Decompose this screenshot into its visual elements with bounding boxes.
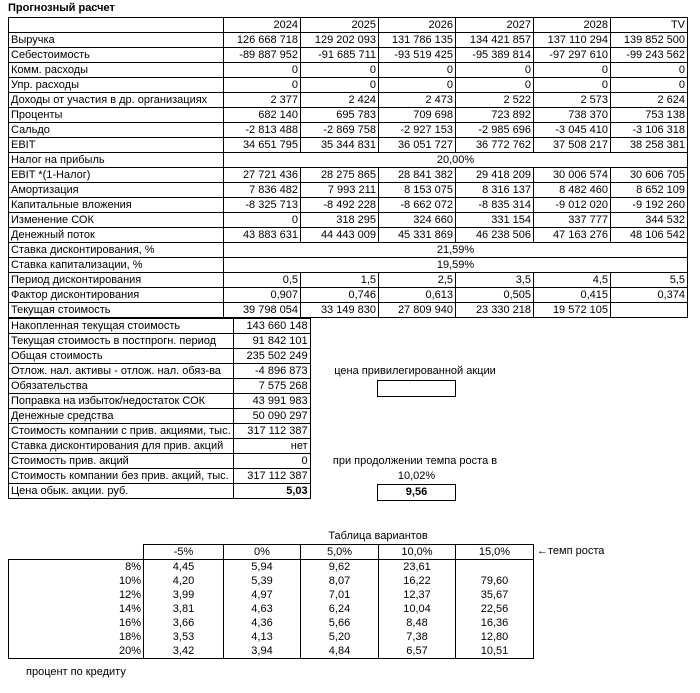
row-label: Обязательства xyxy=(9,379,234,394)
value-cell[interactable]: 30 606 705 xyxy=(611,168,688,183)
valuation-table xyxy=(8,318,311,499)
table-row xyxy=(9,454,311,469)
value-cell[interactable]: 709 698 xyxy=(379,108,456,123)
value-cell[interactable]: 134 421 857 xyxy=(456,33,534,48)
value-cell[interactable]: 46 238 506 xyxy=(456,228,534,243)
value-cell[interactable]: 48 106 542 xyxy=(611,228,688,243)
value-cell[interactable]: 331 154 xyxy=(456,213,534,228)
table-row xyxy=(9,616,534,630)
loan-rate-label: 8% xyxy=(9,560,144,575)
table-row xyxy=(9,303,688,318)
growth-rate-header: 10,0% xyxy=(379,545,456,560)
table-row xyxy=(9,228,688,243)
value-cell[interactable]: 33 149 830 xyxy=(301,303,379,318)
value-cell[interactable]: 0 xyxy=(534,78,611,93)
header-blank-cell xyxy=(9,18,224,33)
year-header-2025: 2025 xyxy=(301,18,379,33)
variant-value-cell[interactable]: 4,45 xyxy=(144,560,224,575)
value-cell[interactable]: 28 275 865 xyxy=(301,168,379,183)
value-cell[interactable]: 47 163 276 xyxy=(534,228,611,243)
growth-rate-header: -5% xyxy=(144,545,224,560)
table-row xyxy=(9,379,311,394)
row-label: Накопленная текущая стоимость xyxy=(9,319,234,334)
value-cell[interactable]: 35 344 831 xyxy=(301,138,379,153)
year-header-2024: 2024 xyxy=(224,18,301,33)
year-header-TV: TV xyxy=(611,18,688,33)
value-cell[interactable]: 2 573 xyxy=(534,93,611,108)
value-cell[interactable]: 2,5 xyxy=(379,273,456,288)
value-cell[interactable]: 0 xyxy=(301,78,379,93)
variant-value-cell[interactable]: 5,39 xyxy=(224,574,301,588)
variant-value-cell[interactable]: 4,63 xyxy=(224,602,301,616)
value-cell[interactable]: 235 502 249 xyxy=(233,349,310,364)
value-cell[interactable]: 27 809 940 xyxy=(379,303,456,318)
value-cell[interactable]: -2 813 488 xyxy=(224,123,301,138)
variant-value-cell[interactable]: 3,81 xyxy=(144,602,224,616)
value-cell[interactable]: 126 668 718 xyxy=(224,33,301,48)
value-cell[interactable]: 738 370 xyxy=(534,108,611,123)
table-row xyxy=(9,33,688,48)
variant-value-cell[interactable]: 12,37 xyxy=(379,588,456,602)
value-cell[interactable]: 682 140 xyxy=(224,108,301,123)
row-label: Изменение СОК xyxy=(9,213,224,228)
value-cell[interactable]: 7 836 482 xyxy=(224,183,301,198)
table-row xyxy=(9,243,688,258)
table-row xyxy=(9,334,311,349)
value-cell[interactable]: 0,415 xyxy=(534,288,611,303)
row-label: Период дисконтирования xyxy=(9,273,224,288)
table-row xyxy=(9,213,688,228)
value-cell[interactable]: 337 777 xyxy=(534,213,611,228)
forecast-table xyxy=(8,17,688,318)
variant-value-cell[interactable] xyxy=(456,560,534,575)
value-cell[interactable]: 0 xyxy=(301,63,379,78)
value-cell[interactable]: -2 869 758 xyxy=(301,123,379,138)
value-cell[interactable]: -89 887 952 xyxy=(224,48,301,63)
table-row xyxy=(9,273,688,288)
variant-value-cell[interactable]: 8,48 xyxy=(379,616,456,630)
loan-rate-label: 10% xyxy=(9,574,144,588)
value-cell[interactable] xyxy=(611,303,688,318)
value-cell[interactable]: 0,907 xyxy=(224,288,301,303)
table-row xyxy=(9,198,688,213)
value-cell[interactable]: 139 852 500 xyxy=(611,33,688,48)
table-row xyxy=(9,394,311,409)
variant-value-cell[interactable]: 5,94 xyxy=(224,560,301,575)
variant-value-cell[interactable]: 3,53 xyxy=(144,630,224,644)
growth-rate-header: 0% xyxy=(224,545,301,560)
value-cell[interactable]: -3 045 410 xyxy=(534,123,611,138)
variant-value-cell[interactable]: 5,20 xyxy=(301,630,379,644)
table-row xyxy=(9,319,311,334)
value-cell[interactable]: 0,505 xyxy=(456,288,534,303)
table-row xyxy=(9,602,534,616)
value-cell[interactable]: 29 418 209 xyxy=(456,168,534,183)
value-cell[interactable]: 37 508 217 xyxy=(534,138,611,153)
value-cell[interactable]: 8 482 460 xyxy=(534,183,611,198)
value-cell[interactable]: 5,03 xyxy=(233,484,310,499)
value-cell[interactable]: 8 153 075 xyxy=(379,183,456,198)
growth-rate-value: 10,02% xyxy=(397,470,436,482)
variants-table xyxy=(8,544,534,659)
row-label: Себестоимость xyxy=(9,48,224,63)
variant-value-cell[interactable]: 7,38 xyxy=(379,630,456,644)
value-cell[interactable]: -2 927 153 xyxy=(379,123,456,138)
merged-value-cell[interactable]: 19,59% xyxy=(224,258,688,273)
value-cell[interactable]: -99 243 562 xyxy=(611,48,688,63)
value-cell[interactable]: 27 721 436 xyxy=(224,168,301,183)
value-cell[interactable]: 5,5 xyxy=(611,273,688,288)
variant-value-cell[interactable]: 6,24 xyxy=(301,602,379,616)
value-cell[interactable]: 36 772 762 xyxy=(456,138,534,153)
row-label: Доходы от участия в др. организациях xyxy=(9,93,224,108)
value-cell[interactable]: 2 522 xyxy=(456,93,534,108)
value-cell[interactable]: 91 842 101 xyxy=(233,334,310,349)
value-cell[interactable]: нет xyxy=(233,439,310,454)
table-row xyxy=(9,108,688,123)
table-row xyxy=(9,574,534,588)
growth-rate-header: 5,0% xyxy=(301,545,379,560)
value-cell[interactable]: 0 xyxy=(224,78,301,93)
growth-price-cell[interactable]: 9,56 xyxy=(377,484,456,501)
value-cell[interactable]: 50 090 297 xyxy=(233,409,310,424)
table-row xyxy=(9,349,311,364)
table-row xyxy=(9,409,311,424)
table-row xyxy=(9,469,311,484)
variants-header-row xyxy=(9,545,534,560)
value-cell[interactable]: 3,5 xyxy=(456,273,534,288)
value-cell[interactable]: 0 xyxy=(224,63,301,78)
value-cell[interactable]: 4,5 xyxy=(534,273,611,288)
value-cell[interactable]: 44 443 009 xyxy=(301,228,379,243)
value-cell[interactable]: 324 660 xyxy=(379,213,456,228)
variant-value-cell[interactable]: 8,07 xyxy=(301,574,379,588)
value-cell[interactable]: -8 662 072 xyxy=(379,198,456,213)
value-cell[interactable]: 143 660 148 xyxy=(233,319,310,334)
header-blank-cell xyxy=(9,545,144,560)
value-cell[interactable]: 0,374 xyxy=(611,288,688,303)
variant-value-cell[interactable]: 4,36 xyxy=(224,616,301,630)
variant-value-cell[interactable]: 4,13 xyxy=(224,630,301,644)
loan-rate-label: 12% xyxy=(9,588,144,602)
value-cell[interactable]: 28 841 382 xyxy=(379,168,456,183)
variants-title: Таблица вариантов xyxy=(328,530,428,542)
table-row xyxy=(9,644,534,659)
row-label: Капитальные вложения xyxy=(9,198,224,213)
value-cell[interactable]: 753 138 xyxy=(611,108,688,123)
row-label: EBIT xyxy=(9,138,224,153)
table-row xyxy=(9,183,688,198)
value-cell[interactable]: 0,746 xyxy=(301,288,379,303)
table-row xyxy=(9,288,688,303)
variant-value-cell[interactable]: 6,57 xyxy=(379,644,456,659)
table-row xyxy=(9,153,688,168)
table-row xyxy=(9,364,311,379)
value-cell[interactable]: 723 892 xyxy=(456,108,534,123)
value-cell[interactable]: 2 624 xyxy=(611,93,688,108)
table-row xyxy=(9,588,534,602)
row-label: Текущая стоимость в постпрогн. период xyxy=(9,334,234,349)
merged-value-cell[interactable]: 20,00% xyxy=(224,153,688,168)
row-label: Стоимость компании с прив. акциями, тыс. xyxy=(9,424,234,439)
variant-value-cell[interactable]: 3,42 xyxy=(144,644,224,659)
table-row xyxy=(9,630,534,644)
row-label: Отлож. нал. активы - отлож. нал. обяз-ва xyxy=(9,364,234,379)
row-label: Денежный поток xyxy=(9,228,224,243)
value-cell[interactable]: -8 325 713 xyxy=(224,198,301,213)
row-label: Стоимость прив. акций xyxy=(9,454,234,469)
value-cell[interactable]: 23 330 218 xyxy=(456,303,534,318)
sheet-title: Прогнозный расчет xyxy=(8,2,115,14)
growth-continuation-label: при продолжении темпа роста в xyxy=(332,455,498,467)
value-cell[interactable]: 0 xyxy=(534,63,611,78)
value-cell[interactable]: -8 492 228 xyxy=(301,198,379,213)
value-cell[interactable]: 0 xyxy=(611,78,688,93)
variant-value-cell[interactable]: 4,84 xyxy=(301,644,379,659)
value-cell[interactable]: 0,5 xyxy=(224,273,301,288)
row-label: Ставка капитализации, % xyxy=(9,258,224,273)
variant-value-cell[interactable]: 4,97 xyxy=(224,588,301,602)
variant-value-cell[interactable]: 3,99 xyxy=(144,588,224,602)
value-cell[interactable]: 2 473 xyxy=(379,93,456,108)
variant-value-cell[interactable]: 35,67 xyxy=(456,588,534,602)
year-header-2026: 2026 xyxy=(379,18,456,33)
variant-value-cell[interactable]: 3,66 xyxy=(144,616,224,630)
table-row xyxy=(9,138,688,153)
value-cell[interactable]: 43 883 631 xyxy=(224,228,301,243)
value-cell[interactable]: 7 993 211 xyxy=(301,183,379,198)
variant-value-cell[interactable]: 23,61 xyxy=(379,560,456,575)
variant-value-cell[interactable]: 16,36 xyxy=(456,616,534,630)
value-cell[interactable]: 34 651 795 xyxy=(224,138,301,153)
value-cell[interactable]: 30 006 574 xyxy=(534,168,611,183)
loan-rate-label: 20% xyxy=(9,644,144,659)
loan-rate-axis-label: процент по кредиту xyxy=(26,666,126,678)
value-cell[interactable]: -95 389 814 xyxy=(456,48,534,63)
value-cell[interactable]: 7 575 268 xyxy=(233,379,310,394)
value-cell[interactable]: 2 377 xyxy=(224,93,301,108)
value-cell[interactable]: 344 532 xyxy=(611,213,688,228)
row-label: Выручка xyxy=(9,33,224,48)
variant-value-cell[interactable]: 7,01 xyxy=(301,588,379,602)
value-cell[interactable]: 45 331 869 xyxy=(379,228,456,243)
value-cell[interactable]: -4 896 873 xyxy=(233,364,310,379)
value-cell[interactable]: 38 258 381 xyxy=(611,138,688,153)
row-label: Ставка дисконтирования для прив. акций xyxy=(9,439,234,454)
value-cell[interactable]: 0 xyxy=(224,213,301,228)
variant-value-cell[interactable]: 16,22 xyxy=(379,574,456,588)
row-label: Комм. расходы xyxy=(9,63,224,78)
value-cell[interactable]: -9 192 260 xyxy=(611,198,688,213)
value-cell[interactable]: 8 652 109 xyxy=(611,183,688,198)
table-row xyxy=(9,48,688,63)
value-cell[interactable]: 0,613 xyxy=(379,288,456,303)
table-row xyxy=(9,258,688,273)
value-cell[interactable]: 317 112 387 xyxy=(233,424,310,439)
value-cell[interactable]: 0 xyxy=(233,454,310,469)
value-cell[interactable]: 129 202 093 xyxy=(301,33,379,48)
value-cell[interactable]: -91 685 711 xyxy=(301,48,379,63)
value-cell[interactable]: 131 786 135 xyxy=(379,33,456,48)
row-label: Цена обык. акции. руб. xyxy=(9,484,234,499)
row-label: EBIT *(1-Налог) xyxy=(9,168,224,183)
row-label: Стоимость компании без прив. акций, тыс. xyxy=(9,469,234,484)
value-cell[interactable]: 317 112 387 xyxy=(233,469,310,484)
value-cell[interactable]: 137 110 294 xyxy=(534,33,611,48)
value-cell[interactable]: 1,5 xyxy=(301,273,379,288)
variant-value-cell[interactable]: 4,20 xyxy=(144,574,224,588)
table-row xyxy=(9,560,534,575)
pref-share-label: цена привилегированной акции xyxy=(334,365,496,377)
value-cell[interactable]: 0 xyxy=(456,63,534,78)
loan-rate-label: 14% xyxy=(9,602,144,616)
header-row xyxy=(9,18,688,33)
table-row xyxy=(9,439,311,454)
value-cell[interactable]: 19 572 105 xyxy=(534,303,611,318)
loan-rate-label: 18% xyxy=(9,630,144,644)
value-cell[interactable]: -8 835 314 xyxy=(456,198,534,213)
row-label: Сальдо xyxy=(9,123,224,138)
loan-rate-label: 16% xyxy=(9,616,144,630)
variant-value-cell[interactable]: 9,62 xyxy=(301,560,379,575)
row-label: Поправка на избыток/недостаток СОК xyxy=(9,394,234,409)
row-label: Проценты xyxy=(9,108,224,123)
row-label: Текущая стоимость xyxy=(9,303,224,318)
value-cell[interactable]: 318 295 xyxy=(301,213,379,228)
variant-value-cell[interactable]: 5,66 xyxy=(301,616,379,630)
value-cell[interactable]: -3 106 318 xyxy=(611,123,688,138)
pref-share-price-cell[interactable] xyxy=(377,380,456,397)
table-row xyxy=(9,63,688,78)
value-cell[interactable]: 695 783 xyxy=(301,108,379,123)
variant-value-cell[interactable]: 79,60 xyxy=(456,574,534,588)
row-label: Налог на прибыль xyxy=(9,153,224,168)
value-cell[interactable]: 0 xyxy=(611,63,688,78)
value-cell[interactable]: 0 xyxy=(456,78,534,93)
merged-value-cell[interactable]: 21,59% xyxy=(224,243,688,258)
value-cell[interactable]: 43 991 983 xyxy=(233,394,310,409)
variant-value-cell[interactable]: 12,80 xyxy=(456,630,534,644)
value-cell[interactable]: 0 xyxy=(379,78,456,93)
year-header-2027: 2027 xyxy=(456,18,534,33)
variant-value-cell[interactable]: 10,51 xyxy=(456,644,534,659)
row-label: Амортизация xyxy=(9,183,224,198)
value-cell[interactable]: 39 798 054 xyxy=(224,303,301,318)
row-label: Общая стоимость xyxy=(9,349,234,364)
value-cell[interactable]: 2 424 xyxy=(301,93,379,108)
table-row xyxy=(9,424,311,439)
value-cell[interactable]: -97 297 610 xyxy=(534,48,611,63)
table-row xyxy=(9,484,311,499)
table-row xyxy=(9,93,688,108)
value-cell[interactable]: -2 985 696 xyxy=(456,123,534,138)
value-cell[interactable]: 8 316 137 xyxy=(456,183,534,198)
table-row xyxy=(9,78,688,93)
variant-value-cell[interactable]: 22,56 xyxy=(456,602,534,616)
table-row xyxy=(9,168,688,183)
value-cell[interactable]: 0 xyxy=(379,63,456,78)
variant-value-cell[interactable]: 3,94 xyxy=(224,644,301,659)
row-label: Фактор дисконтирования xyxy=(9,288,224,303)
value-cell[interactable]: -9 012 020 xyxy=(534,198,611,213)
year-header-2028: 2028 xyxy=(534,18,611,33)
row-label: Ставка дисконтирования, % xyxy=(9,243,224,258)
variant-value-cell[interactable]: 10,04 xyxy=(379,602,456,616)
value-cell[interactable]: 36 051 727 xyxy=(379,138,456,153)
growth-rate-header: 15,0% xyxy=(456,545,534,560)
growth-rate-axis-label: ←темп роста xyxy=(537,545,605,557)
value-cell[interactable]: -93 519 425 xyxy=(379,48,456,63)
row-label: Упр. расходы xyxy=(9,78,224,93)
row-label: Денежные средства xyxy=(9,409,234,424)
table-row xyxy=(9,123,688,138)
